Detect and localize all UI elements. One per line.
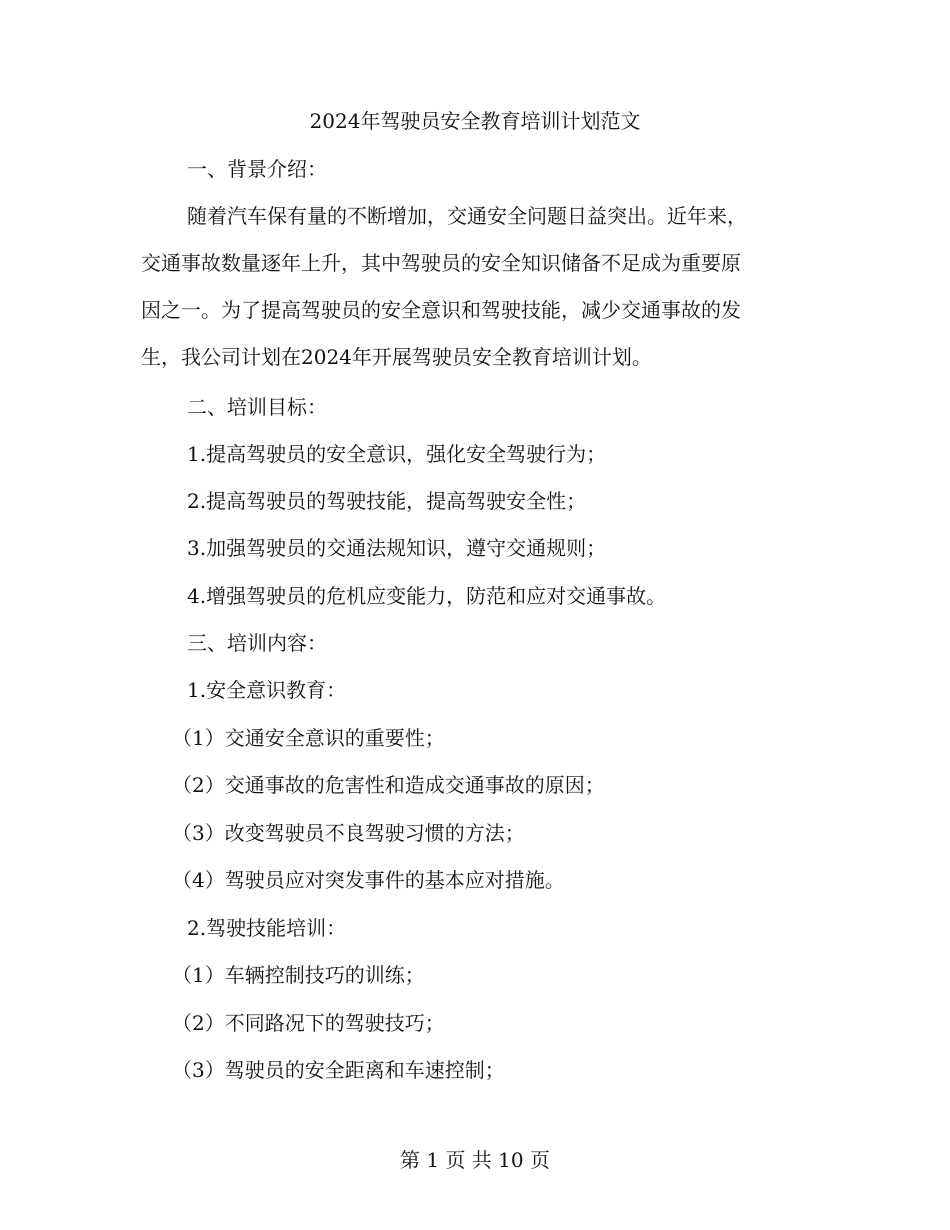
list-item: 4.增强驾驶员的危机应变能力，防范和应对交通事故。 <box>187 584 667 608</box>
sub-list-item: （1）交通安全意识的重要性； <box>172 726 445 750</box>
list-item: 2.提高驾驶员的驾驶技能，提高驾驶安全性； <box>187 489 587 513</box>
sub-list-item: （3）驾驶员的安全距离和车速控制； <box>172 1058 505 1082</box>
sub-list-item: （1）车辆控制技巧的训练； <box>172 963 425 987</box>
list-item: 3.加强驾驶员的交通法规知识，遵守交通规则； <box>187 536 607 560</box>
paragraph-line: 交通事故数量逐年上升，其中驾驶员的安全知识储备不足成为重要原 <box>141 251 741 275</box>
subsection-heading: 1.安全意识教育： <box>187 678 347 702</box>
paragraph-line: 因之一。为了提高驾驶员的安全意识和驾驶技能，减少交通事故的发 <box>141 298 741 322</box>
subsection-heading: 2.驾驶技能培训： <box>187 916 347 940</box>
page-footer: 第 1 页 共 10 页 <box>400 1148 550 1172</box>
document-title: 2024年驾驶员安全教育培训计划范文 <box>309 109 641 133</box>
sub-list-item: （3）改变驾驶员不良驾驶习惯的方法； <box>172 821 525 845</box>
section-heading-background: 一、背景介绍： <box>187 157 327 181</box>
sub-list-item: （2）交通事故的危害性和造成交通事故的原因； <box>172 773 605 797</box>
paragraph-line: 随着汽车保有量的不断增加，交通安全问题日益突出。近年来， <box>187 204 747 228</box>
section-heading-content: 三、培训内容： <box>187 631 327 655</box>
section-heading-goals: 二、培训目标： <box>187 395 327 419</box>
paragraph-line: 生，我公司计划在2024年开展驾驶员安全教育培训计划。 <box>141 345 652 369</box>
list-item: 1.提高驾驶员的安全意识，强化安全驾驶行为； <box>187 442 607 466</box>
sub-list-item: （4）驾驶员应对突发事件的基本应对措施。 <box>172 868 565 892</box>
sub-list-item: （2）不同路况下的驾驶技巧； <box>172 1011 445 1035</box>
